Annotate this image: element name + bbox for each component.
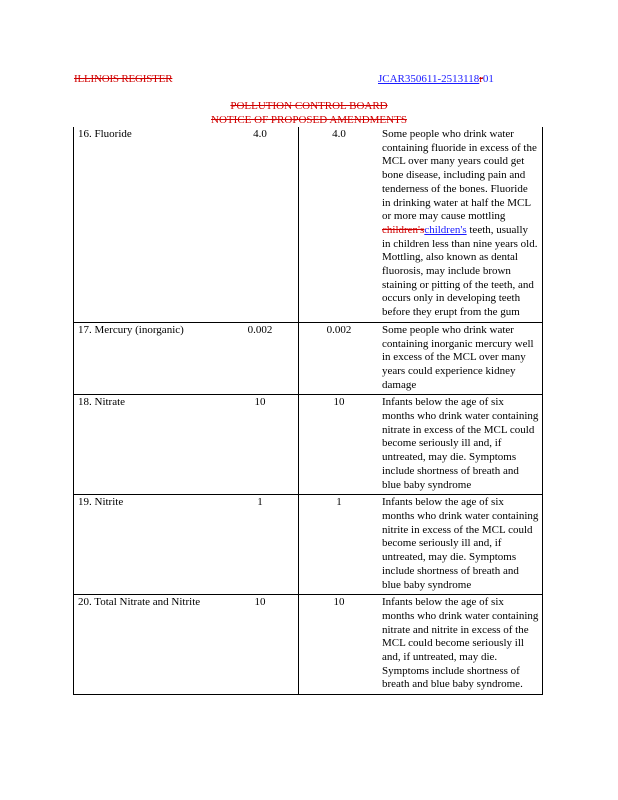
jcar-id-deleted: r xyxy=(479,73,483,85)
effects-text: Some people who drink water containing fluoride in excess of the MCL over many years could get bone disease, including pain and tenderness of the bones. Fluoride in drinking water at half the MCL or more may cause mottling xyxy=(382,128,537,223)
mclg-value: 4.0 xyxy=(299,127,379,322)
table-row xyxy=(74,322,543,395)
notice-title-deleted: NOTICE OF PROPOSED AMENDMENTS xyxy=(211,114,407,126)
contaminant-name: 16. Fluoride xyxy=(74,127,222,322)
mcl-value: 10 xyxy=(221,395,299,495)
jcar-id-inserted: JCAR350611-2513118 xyxy=(378,73,480,85)
contaminant-table xyxy=(73,127,543,695)
mcl-value: 10 xyxy=(221,595,299,695)
table-row xyxy=(74,595,543,695)
jcar-document-id xyxy=(378,73,494,85)
mclg-value: 10 xyxy=(299,595,379,695)
board-title-deleted: POLLUTION CONTROL BOARD xyxy=(230,100,388,112)
mclg-value: 10 xyxy=(299,395,379,495)
mcl-value: 4.0 xyxy=(221,127,299,322)
table-row xyxy=(74,127,543,322)
contaminant-name: 20. Total Nitrate and Nitrite xyxy=(74,595,222,695)
health-effects: Some people who drink water containing inorganic mercury well in excess of the MCL over many years could experience kidney damage xyxy=(378,322,543,395)
mclg-value: 1 xyxy=(299,495,379,595)
contaminant-name: 18. Nitrate xyxy=(74,395,222,495)
mcl-value: 0.002 xyxy=(221,322,299,395)
health-effects: Infants below the age of six months who drink water containing nitrate and nitrite in excess of the MCL could become seriously ill and, if untreated, may die. Symptoms include shortness of breath and blue baby syndrome. xyxy=(378,595,543,695)
health-effects: Infants below the age of six months who drink water containing nitrite in excess of the MCL could become seriously ill and, if untreated, may die. Symptoms include shortness of breath and blue baby syndrome xyxy=(378,495,543,595)
contaminant-name: 17. Mercury (inorganic) xyxy=(74,322,222,395)
table-row xyxy=(74,495,543,595)
mcl-value: 1 xyxy=(221,495,299,595)
effects-deleted: children's xyxy=(382,223,425,236)
register-header-deleted: ILLINOIS REGISTER xyxy=(74,73,173,85)
contaminant-name: 19. Nitrite xyxy=(74,495,222,595)
health-effects xyxy=(378,127,543,322)
health-effects: Infants below the age of six months who drink water containing nitrate in excess of the MCL could become seriously ill and, if untreated, may die. Symptoms include shortness of breath and blue baby syndrome xyxy=(378,395,543,495)
jcar-id-suffix: 01 xyxy=(482,73,494,85)
mclg-value: 0.002 xyxy=(299,322,379,395)
effects-inserted: children's xyxy=(424,223,467,236)
table-row xyxy=(74,395,543,495)
effects-text-cont: teeth, usually in children less than nine years old. Mottling, also known as dental fluorosis, may include brown staining or pitting of the teeth, and occurs only in developing teeth before they erupt from the gum xyxy=(382,223,538,319)
